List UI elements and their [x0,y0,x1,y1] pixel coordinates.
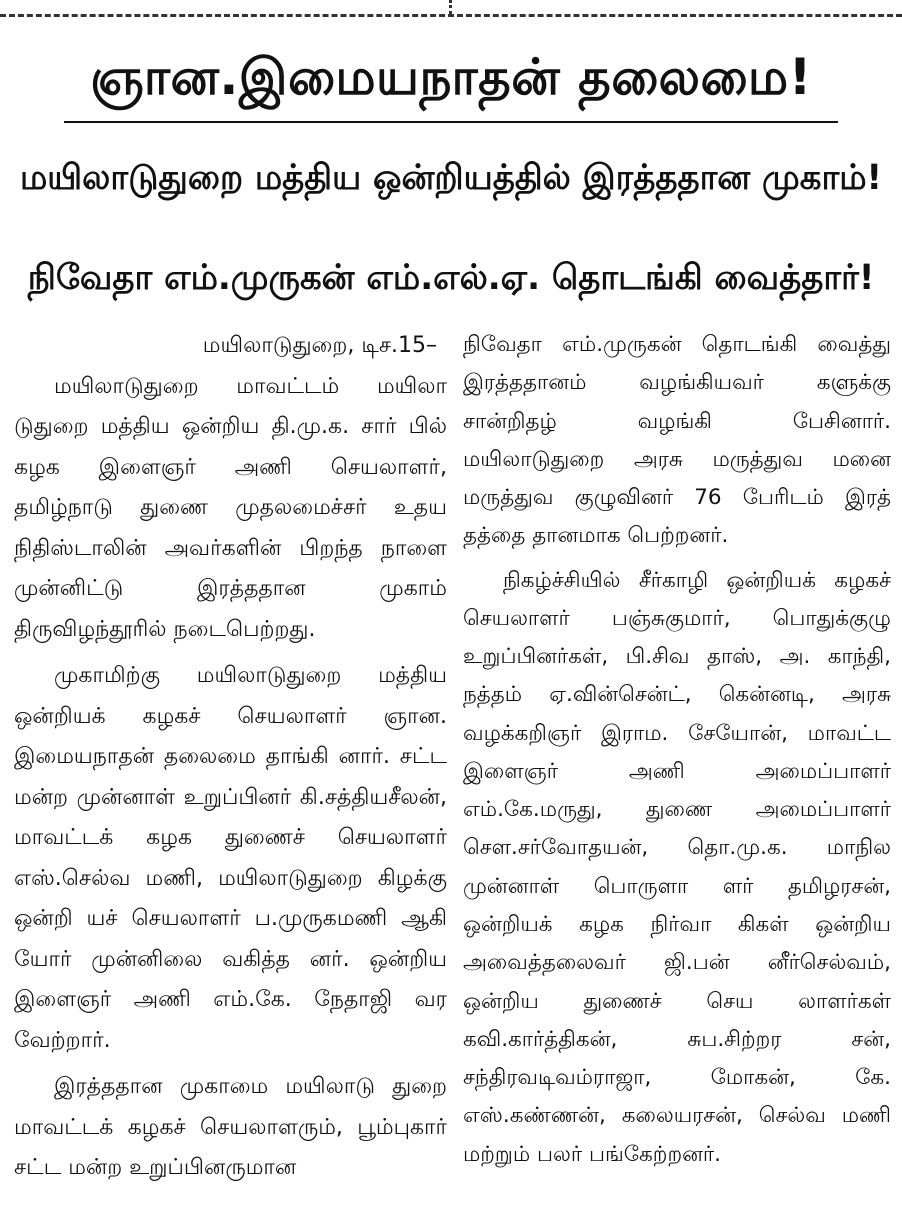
article-kicker: ஞான.இமையநாதன் தலைமை! [90,48,812,106]
article-column-right [463,326,891,1180]
kicker-divider [64,121,838,123]
paragraph: முகாமிற்கு மயிலாடுதுறை மத்திய ஒன்றியக் கழகச் செயலாளர் ஞான. இமையநாதன் தலைமை தாங்கி னார். சட்ட மன்ற முன்னாள் உறுப்பினர் கி.சத்தியசீலன், மாவட்டக் கழக துணைச் செயலாளர் எஸ்.செல்வ மணி, மயிலாடுதுறை கிழக்கு ஒன்றி யச் செயலாளர் ப.முருகமணி ஆகி யோர் முன்னிலை வகித்த னர். ஒன்றிய இளைஞர் அணி எம்.கே. நேதாஜி வர வேற்றார். [14,663,447,1053]
headline-line-2: நிவேதா எம்.முருகன் எம்.எல்.ஏ. தொடங்கி வைத்தார்! [27,258,875,298]
article-column-left [14,326,447,1195]
paragraph: நிவேதா எம்.முருகன் தொடங்கி வைத்து இரத்ததானம் வழங்கியவர் களுக்கு சான்றிதழ் வழங்கி பேசினார். மயிலாடுதுறை அரசு மருத்துவ மனை மருத்துவ குழுவினர் 76 பேரிடம் இரத் தத்தை தானமாக பெற்றனர். [463,332,891,549]
scissor-cut-line [0,14,902,17]
paragraph: இரத்ததான முகாமை மயிலாடு துறை மாவட்டக் கழகச் செயலாளரும், பூம்புகார் சட்ட மன்ற உறுப்பினருமான [14,1074,447,1180]
scissor-cut-notch [449,0,452,14]
paragraph: மயிலாடுதுறை மாவட்டம் மயிலா டுதுறை மத்திய ஒன்றிய தி.மு.க. சார் பில் கழக இளைஞர் அணி செயலாளர், தமிழ்நாடு துணை முதலமைச்சர் உதய நிதிஸ்டாலின் அவர்களின் பிறந்த நாளை முன்னிட்டு இரத்ததான முகாம் திருவிழந்தூரில் நடைபெற்றது. [14,373,447,642]
paragraph: நிகழ்ச்சியில் சீர்காழி ஒன்றியக் கழகச் செயலாளர் பஞ்சுகுமார், பொதுக்குழு உறுப்பினர்கள், பி.சிவ தாஸ், அ. காந்தி, நத்தம் ஏ.வின்சென்ட், கென்னடி, அரசு வழக்கறிஞர் இராம. சேயோன், மாவட்ட இளைஞர் அணி அமைப்பாளர் எம்.கே.மருது, துணை அமைப்பாளர் சௌ.சர்வோதயன், தொ.மு.க. மாநில முன்னாள் பொருளா ளர் தமிழரசன், ஒன்றியக் கழக நிர்வா கிகள் ஒன்றிய அவைத்தலைவர் ஜி.பன் னீர்செல்வம், ஒன்றிய துணைச் செய லாளர்கள் கவி.கார்த்திகன், சுப.சிற்றர சன், சந்திரவடிவம்ராஜா, மோகன், கே. எஸ்.கண்ணன், கலையரசன், செல்வ மணி மற்றும் பலர் பங்கேற்றனர். [463,567,891,1167]
headline-line-1: மயிலாடுதுறை மத்திய ஒன்றியத்தில் இரத்ததான முகாம்! [19,158,882,198]
dateline: மயிலாடுதுறை, டிச.15– [202,333,437,358]
